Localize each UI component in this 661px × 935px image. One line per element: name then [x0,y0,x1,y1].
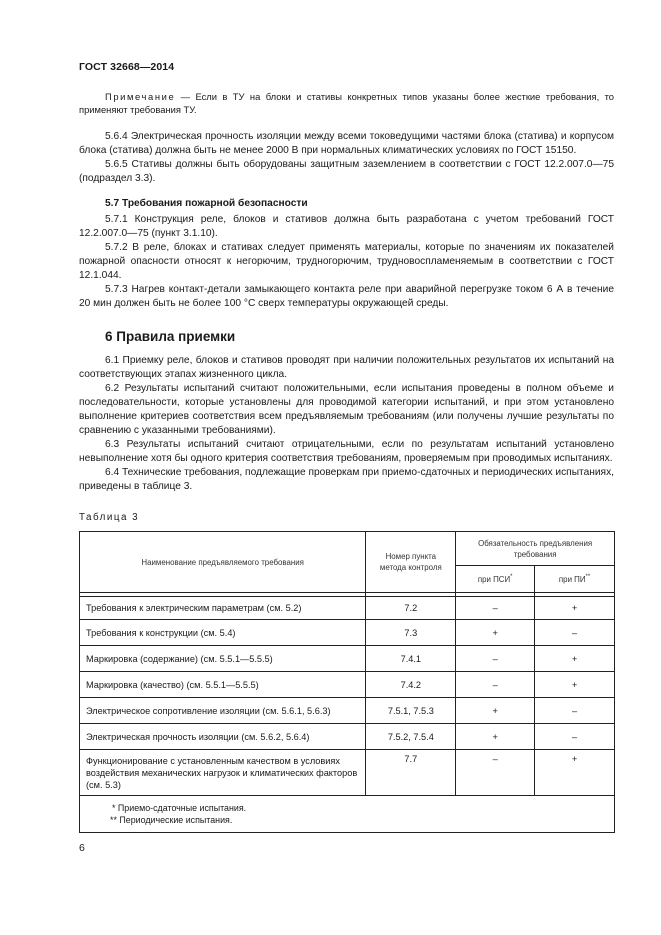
header-pi-mark: ** [585,573,591,580]
footnote-psi: * Приемо-сдаточные испытания. [112,803,247,813]
clause-6-1: 6.1 Приемку реле, блоков и стативов проводят при наличии положительных результатов их испытаний на соответствующих этапах жизненного цикла. [79,355,614,380]
cell-pi: + [535,672,615,698]
cell-psi: – [456,646,535,672]
cell-name: Функционирование с установленным качеством в условиях воздействия механических нагрузок и климатических факторов (см. 5.3) [80,750,366,796]
cell-pi: – [535,620,615,646]
table-row [80,750,615,796]
section-heading-6: 6 Правила приемки [105,329,236,344]
document-header: ГОСТ 32668—2014 [79,61,175,73]
cell-pi: + [535,750,615,796]
cell-pi: + [535,646,615,672]
cell-psi: – [456,750,535,796]
table-footnotes [80,796,615,833]
page-number: 6 [79,842,85,854]
cell-name: Электрическое сопротивление изоляции (см. 5.6.1, 5.6.3) [80,698,366,724]
cell-method: 7.3 [366,620,456,646]
header-method-number: Номер пункта метода контроля [366,532,456,593]
table-row [80,597,615,620]
note-label: Примечание [105,91,176,102]
table-row [80,620,615,646]
table-footnotes-row [80,796,615,833]
note-paragraph [79,90,614,116]
cell-method: 7.4.1 [366,646,456,672]
table-caption: Таблица 3 [79,512,140,523]
cell-pi: + [535,597,615,620]
cell-pi: – [535,724,615,750]
table-row [80,646,615,672]
table-row [80,698,615,724]
header-psi-label: при ПСИ [477,574,511,584]
clause-6-2: 6.2 Результаты испытаний считают положительными, если испытания проведены в полном объеме и последовательности, которые установлены для проводимой категории испытаний, и при этом установлено выполнение критериев соответствия всем предъявляемым требованиям (или получены лучшие результаты по сравнению с указанными требованиями). [79,383,614,436]
table-row [80,672,615,698]
clause-5-7-1: 5.7.1 Конструкция реле, блоков и стативов должна быть разработана с учетом требований ГОСТ 12.2.007.0—75 (пункт 3.1.10). [79,214,614,239]
header-psi-mark: * [510,573,513,580]
clause-5-7-2: 5.7.2 В реле, блоках и стативах следует применять материалы, которые по значениям их показателей пожарной опасности относят к негорючим, трудногорючим, трудновоспламеняемым в соответствии с ГОСТ 12.1.044. [79,242,614,281]
clause-6-3: 6.3 Результаты испытаний считают отрицательными, если по результатам испытаний установлено невыполнение хотя бы одного критерия соответствия требованиям, проверяемым при проводимых испытаниях. [79,439,614,464]
cell-psi: + [456,698,535,724]
document-body [79,90,614,494]
cell-method: 7.2 [366,597,456,620]
footnote-pi: ** Периодические испытания. [110,815,233,825]
cell-psi: – [456,672,535,698]
header-requirement-name: Наименование предъявляемого требования [80,532,366,593]
cell-psi: + [456,724,535,750]
table-row [80,724,615,750]
cell-method: 7.5.2, 7.5.4 [366,724,456,750]
table-header-row [80,532,615,566]
header-pi-label: при ПИ [558,574,586,584]
cell-psi: + [456,620,535,646]
cell-method: 7.4.2 [366,672,456,698]
cell-method: 7.5.1, 7.5.3 [366,698,456,724]
subsection-heading-5-7: 5.7 Требования пожарной безопасности [105,198,308,209]
cell-psi: – [456,597,535,620]
cell-method: 7.7 [366,750,456,796]
note-text: — Если в ТУ на блоки и стативы конкретных типов указаны более жесткие требования, то применяют требования ТУ. [79,91,614,115]
requirements-table [79,531,615,833]
cell-name: Требования к конструкции (см. 5.4) [80,620,366,646]
header-obligation: Обязательность предъявления требования [456,532,615,566]
cell-name: Требования к электрическим параметрам (см. 5.2) [80,597,366,620]
header-pi [535,566,615,593]
header-psi [456,566,535,593]
clause-5-7-3: 5.7.3 Нагрев контакт-детали замыкающего контакта реле при аварийной перегрузке током 6 А в течение 20 мин должен быть не более 100 °С сверх температуры окружающей среды. [79,284,614,309]
cell-name: Маркировка (содержание) (см. 5.5.1—5.5.5) [80,646,366,672]
cell-name: Электрическая прочность изоляции (см. 5.6.2, 5.6.4) [80,724,366,750]
clause-5-6-4: 5.6.4 Электрическая прочность изоляции между всеми токоведущими частями блока (статива) и корпусом блока (статива) должна быть не менее 2000 В при нормальных климатических условиях по ГОСТ 15150. [79,131,614,156]
clause-6-4: 6.4 Технические требования, подлежащие проверкам при приемо-сдаточных и периодических испытаниях, приведены в таблице 3. [79,467,614,492]
cell-name: Маркировка (качество) (см. 5.5.1—5.5.5) [80,672,366,698]
clause-5-6-5: 5.6.5 Стативы должны быть оборудованы защитным заземлением в соответствии с ГОСТ 12.2.007.0—75 (подраздел 3.3). [79,159,614,184]
cell-pi: – [535,698,615,724]
